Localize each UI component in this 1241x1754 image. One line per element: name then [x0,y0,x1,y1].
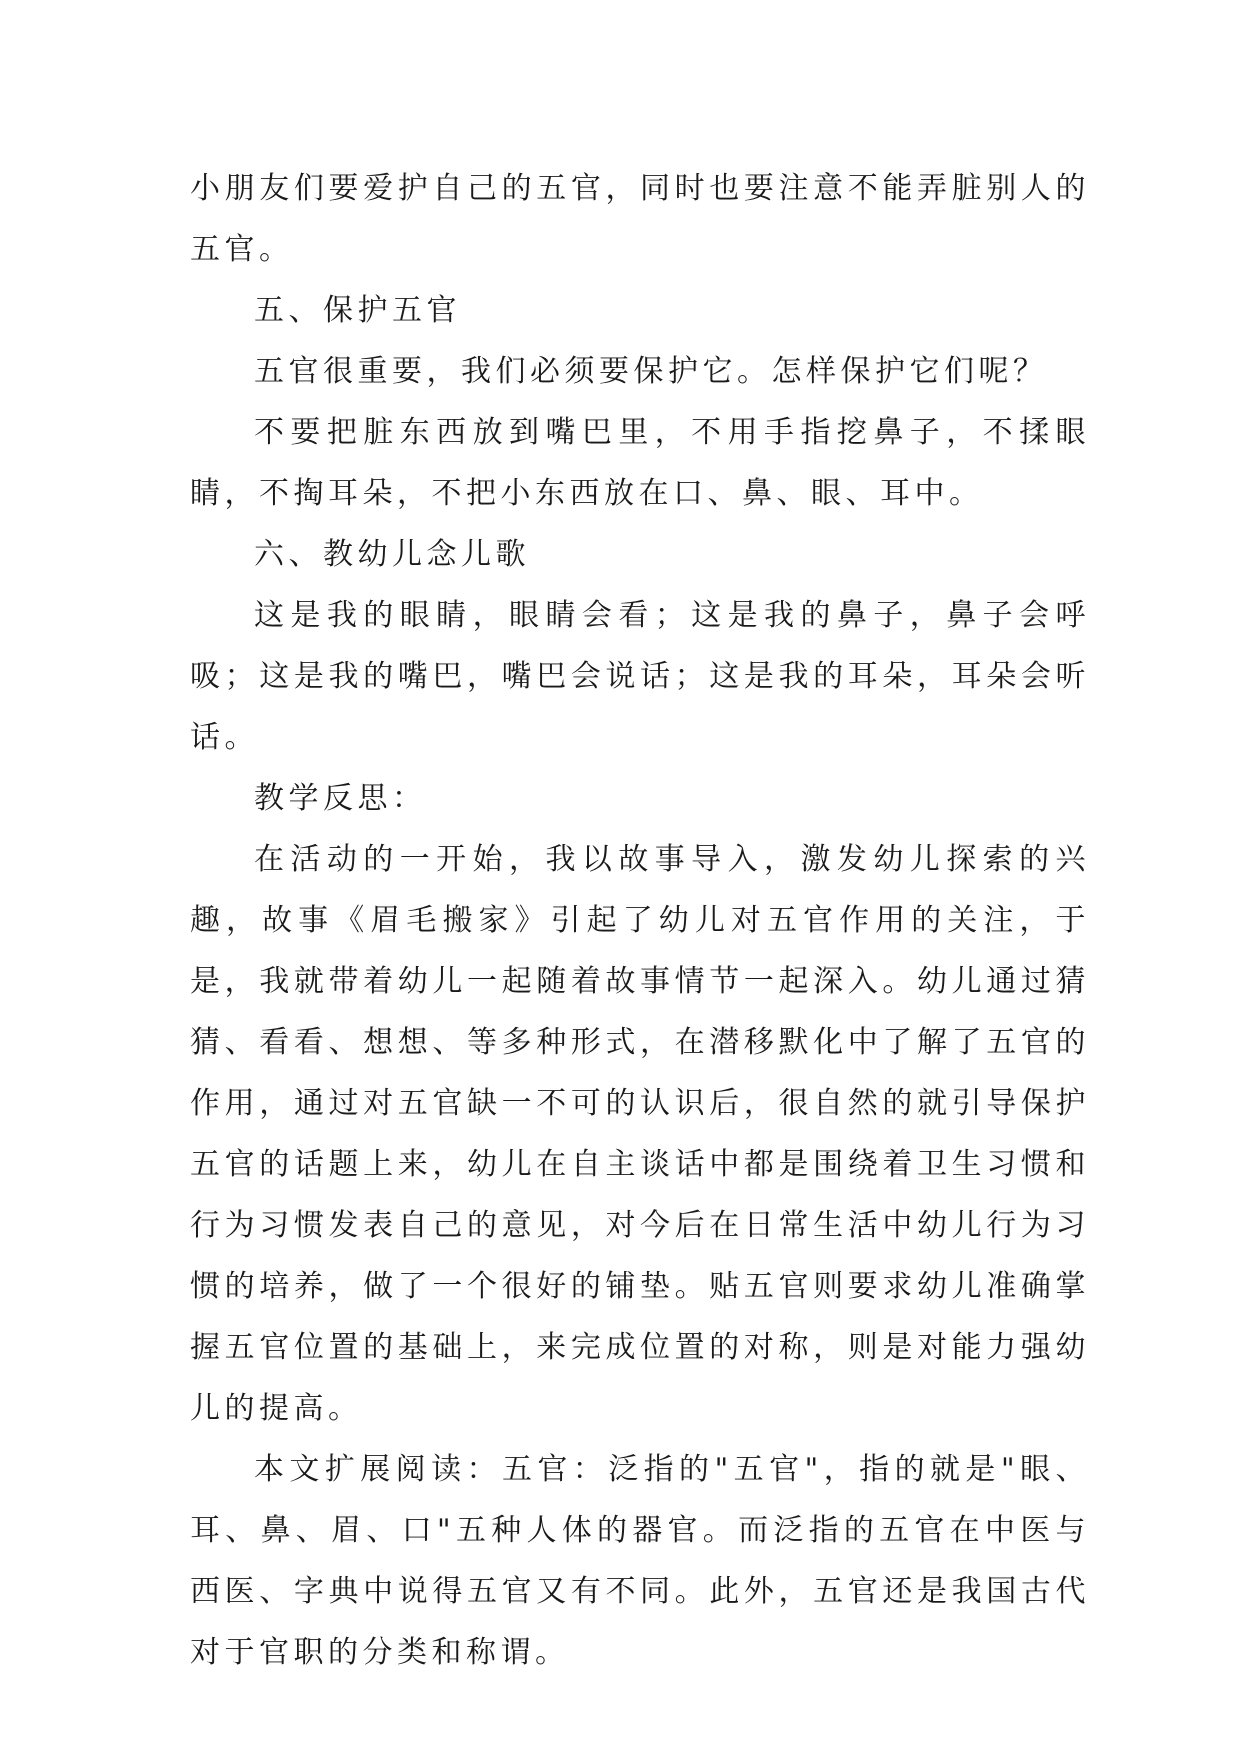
document-body [190,158,1090,1683]
section-heading-nursery-rhyme: 六、教幼儿念儿歌 [254,537,530,572]
section-heading-reflection: 教学反思： [254,781,427,816]
paragraph-importance: 五官很重要，我们必须要保护它。怎样保护它们呢？ [254,354,1048,389]
section-heading-protect: 五、保护五官 [254,293,461,328]
paragraph-reflection: 在活动的一开始，我以故事导入，激发幼儿探索的兴趣，故事《眉毛搬家》引起了幼儿对五官作用的关注，于是，我就带着幼儿一起随着故事情节一起深入。幼儿通过猜猜、看看、想想、等多种形式，在潜移默化中了解了五官的作用，通过对五官缺一不可的认识后，很自然的就引导保护五官的话题上来，幼儿在自主谈话中都是围绕着卫生习惯和行为习惯发表自己的意见，对今后在日常生活中幼儿行为习惯的培养，做了一个很好的铺垫。贴五官则要求幼儿准确掌握五官位置的基础上，来完成位置的对称，则是对能力强幼儿的提高。 [190,842,1090,1426]
paragraph-extended-reading: 本文扩展阅读：五官：泛指的"五官"，指的就是"眼、耳、鼻、眉、口"五种人体的器官。而泛指的五官在中医与西医、字典中说得五官又有不同。此外，五官还是我国古代对于官职的分类和称谓。 [190,1452,1090,1670]
paragraph-care-facial-features: 小朋友们要爱护自己的五官，同时也要注意不能弄脏别人的五官。 [190,171,1090,267]
paragraph-protection-rules: 不要把脏东西放到嘴巴里，不用手指挖鼻子，不揉眼睛，不掏耳朵，不把小东西放在口、鼻、眼、耳中。 [190,415,1090,511]
paragraph-nursery-rhyme: 这是我的眼睛，眼睛会看；这是我的鼻子，鼻子会呼吸；这是我的嘴巴，嘴巴会说话；这是我的耳朵，耳朵会听话。 [190,598,1090,755]
